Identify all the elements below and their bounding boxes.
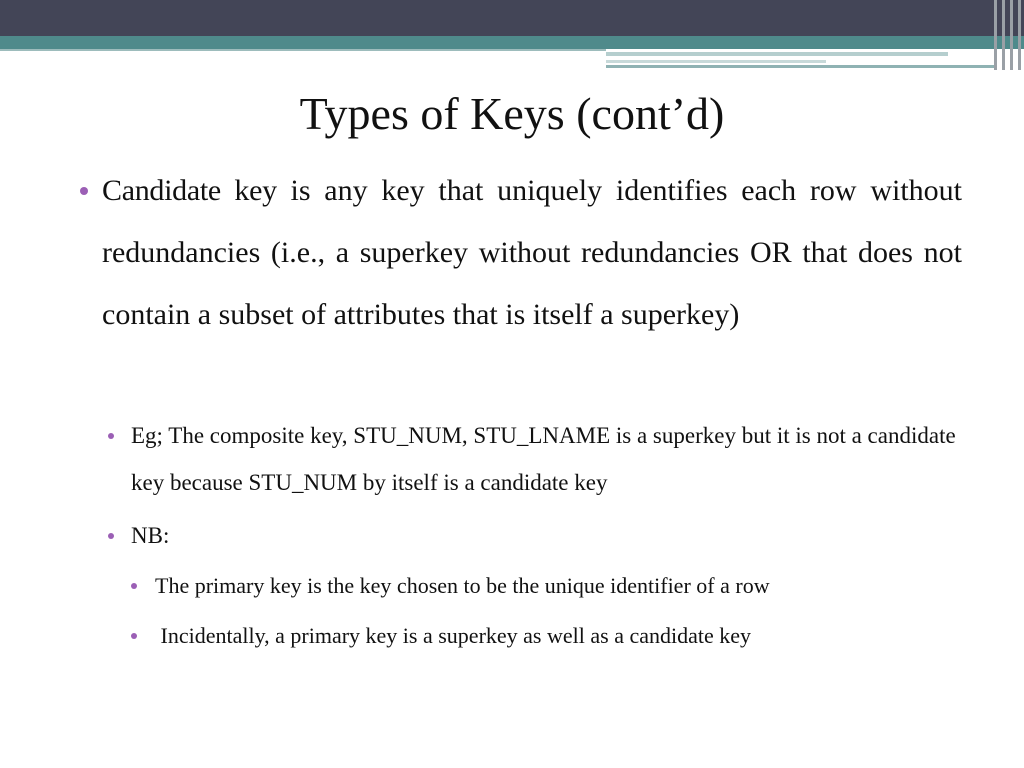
bullet-text: is any key that uniquely identifies each row without redundancies (i.e., a superkey without redundancies OR that does not contain a subset of attributes that is itself a superkey) (102, 174, 962, 331)
bullet-dot (131, 633, 137, 639)
sub-bullet-example: Eg; The composite key, STU_NUM, STU_LNAME is a superkey but it is not a candidate key because STU_NUM by itself is a candidate key (131, 423, 956, 495)
bullet-dot (108, 433, 114, 439)
header-light-line (0, 49, 606, 51)
header-stripe (606, 60, 826, 63)
slide-title: Types of Keys (cont’d) (299, 88, 725, 139)
bullet-dot (108, 533, 114, 539)
header-stripe (606, 52, 948, 56)
sub-sub-bullet-incidentally: Incidentally, a primary key is a superkey as well as a candidate key (155, 623, 752, 648)
bullet-dot (131, 583, 137, 589)
bullet-dot (80, 187, 88, 195)
header-teal-band (0, 36, 1024, 49)
header-stripe (606, 65, 994, 68)
sub-sub-bullet-primary-key: The primary key is the key chosen to be the unique identifier of a row (155, 573, 770, 598)
header-dark-bar (0, 0, 1024, 36)
header-edge-lines (990, 0, 1024, 70)
sub-bullet-nb: NB: (131, 523, 170, 548)
term-candidate-key: Candidate key (102, 174, 277, 207)
bullet-candidate-key (102, 160, 962, 346)
